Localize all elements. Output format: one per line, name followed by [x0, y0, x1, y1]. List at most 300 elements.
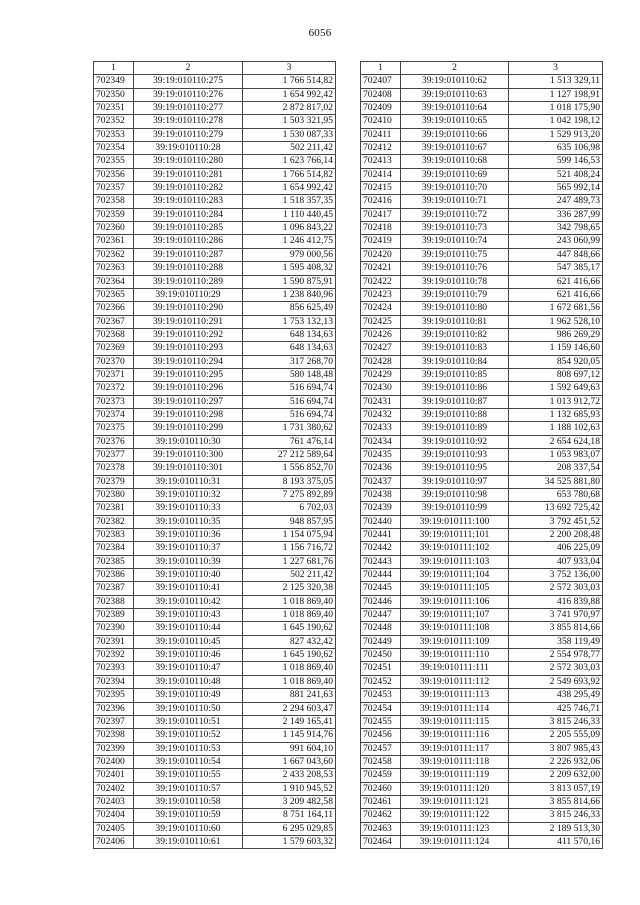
table-row: [94, 115, 336, 128]
cadastral-number-cell: 39:19:010110:70: [401, 182, 509, 195]
value-cell: 1 018 869,40: [243, 609, 336, 622]
row-number-cell: 702392: [94, 649, 134, 662]
value-cell: 516 694,74: [243, 408, 336, 421]
cadastral-number-cell: 39:19:010111:110: [401, 649, 509, 662]
cadastral-number-cell: 39:19:010110:28: [134, 142, 243, 155]
table-row: [361, 782, 603, 795]
cadastral-number-cell: 39:19:010110:98: [401, 489, 509, 502]
value-cell: 808 697,12: [509, 368, 603, 381]
cadastral-number-cell: 39:19:010111:108: [401, 622, 509, 635]
table-row: [94, 702, 336, 715]
cadastral-number-cell: 39:19:010111:111: [401, 662, 509, 675]
row-number-cell: 702377: [94, 448, 134, 461]
value-cell: 2 872 817,02: [243, 102, 336, 115]
row-number-cell: 702349: [94, 75, 134, 88]
value-cell: 648 134,63: [243, 342, 336, 355]
table-row: [361, 128, 603, 141]
value-cell: 243 060,99: [509, 235, 603, 248]
table-row: [94, 88, 336, 101]
table-row: [361, 795, 603, 808]
value-cell: 3 815 246,33: [509, 715, 603, 728]
table-row: [94, 782, 336, 795]
value-cell: 34 525 881,80: [509, 475, 603, 488]
value-cell: 3 741 970,97: [509, 609, 603, 622]
value-cell: 447 848,66: [509, 248, 603, 261]
value-cell: 1 530 087,33: [243, 128, 336, 141]
table-row: [361, 302, 603, 315]
value-cell: 1 110 440,45: [243, 208, 336, 221]
row-number-cell: 702428: [361, 355, 401, 368]
value-cell: 2 572 303,03: [509, 582, 603, 595]
value-cell: 1 595 408,32: [243, 262, 336, 275]
cadastral-number-cell: 39:19:010110:48: [134, 675, 243, 688]
table-row: [361, 702, 603, 715]
table-row: [94, 208, 336, 221]
row-number-cell: 702448: [361, 622, 401, 635]
cadastral-number-cell: 39:19:010110:66: [401, 128, 509, 141]
value-cell: 2 226 932,06: [509, 755, 603, 768]
cadastral-number-cell: 39:19:010110:278: [134, 115, 243, 128]
row-number-cell: 702353: [94, 128, 134, 141]
table-row: [361, 622, 603, 635]
cadastral-number-cell: 39:19:010110:86: [401, 382, 509, 395]
value-cell: 1 654 992,42: [243, 88, 336, 101]
value-cell: 1 654 992,42: [243, 182, 336, 195]
value-cell: 1 018 869,40: [243, 675, 336, 688]
row-number-cell: 702406: [94, 835, 134, 848]
row-number-cell: 702399: [94, 742, 134, 755]
row-number-cell: 702371: [94, 368, 134, 381]
value-cell: 1 513 329,11: [509, 75, 603, 88]
cadastral-number-cell: 39:19:010110:95: [401, 462, 509, 475]
cadastral-number-cell: 39:19:010111:100: [401, 515, 509, 528]
value-cell: 3 807 985,43: [509, 742, 603, 755]
value-cell: 1 579 603,32: [243, 835, 336, 848]
right-table-body: [361, 75, 603, 849]
cadastral-number-cell: 39:19:010111:109: [401, 635, 509, 648]
row-number-cell: 702395: [94, 689, 134, 702]
cadastral-number-cell: 39:19:010111:115: [401, 715, 509, 728]
table-row: [361, 422, 603, 435]
table-row: [361, 649, 603, 662]
table-row: [361, 462, 603, 475]
header-col-3: 3: [509, 62, 603, 75]
row-number-cell: 702447: [361, 609, 401, 622]
row-number-cell: 702438: [361, 489, 401, 502]
cadastral-number-cell: 39:19:010110:301: [134, 462, 243, 475]
left-table: [93, 61, 336, 849]
table-row: [94, 222, 336, 235]
row-number-cell: 702464: [361, 835, 401, 848]
cadastral-number-cell: 39:19:010110:31: [134, 475, 243, 488]
cadastral-number-cell: 39:19:010110:275: [134, 75, 243, 88]
value-cell: 1 623 766,14: [243, 155, 336, 168]
row-number-cell: 702403: [94, 795, 134, 808]
value-cell: 411 570,16: [509, 835, 603, 848]
row-number-cell: 702355: [94, 155, 134, 168]
row-number-cell: 702410: [361, 115, 401, 128]
row-number-cell: 702439: [361, 502, 401, 515]
table-row: [361, 115, 603, 128]
value-cell: 2 209 632,00: [509, 769, 603, 782]
value-cell: 2 189 513,30: [509, 822, 603, 835]
cadastral-number-cell: 39:19:010110:36: [134, 529, 243, 542]
row-number-cell: 702357: [94, 182, 134, 195]
row-number-cell: 702356: [94, 168, 134, 181]
cadastral-number-cell: 39:19:010110:87: [401, 395, 509, 408]
cadastral-number-cell: 39:19:010110:81: [401, 315, 509, 328]
value-cell: 1 132 685,93: [509, 408, 603, 421]
row-number-cell: 702435: [361, 448, 401, 461]
cadastral-number-cell: 39:19:010110:291: [134, 315, 243, 328]
cadastral-number-cell: 39:19:010110:37: [134, 542, 243, 555]
row-number-cell: 702388: [94, 595, 134, 608]
value-cell: 1 246 412,75: [243, 235, 336, 248]
table-row: [94, 715, 336, 728]
cadastral-number-cell: 39:19:010110:79: [401, 288, 509, 301]
value-cell: 317 268,70: [243, 355, 336, 368]
table-row: [361, 222, 603, 235]
table-row: [361, 582, 603, 595]
row-number-cell: 702405: [94, 822, 134, 835]
cadastral-number-cell: 39:19:010110:298: [134, 408, 243, 421]
row-number-cell: 702456: [361, 729, 401, 742]
cadastral-number-cell: 39:19:010111:107: [401, 609, 509, 622]
cadastral-number-cell: 39:19:010110:54: [134, 755, 243, 768]
cadastral-number-cell: 39:19:010110:282: [134, 182, 243, 195]
table-row: [94, 315, 336, 328]
value-cell: 1 590 875,91: [243, 275, 336, 288]
value-cell: 948 857,95: [243, 515, 336, 528]
value-cell: 1 159 146,60: [509, 342, 603, 355]
cadastral-number-cell: 39:19:010110:68: [401, 155, 509, 168]
cadastral-number-cell: 39:19:010110:82: [401, 328, 509, 341]
value-cell: 1 096 843,22: [243, 222, 336, 235]
cadastral-number-cell: 39:19:010110:55: [134, 769, 243, 782]
value-cell: 2 654 624,18: [509, 435, 603, 448]
value-cell: 1 518 357,35: [243, 195, 336, 208]
cadastral-number-cell: 39:19:010110:89: [401, 422, 509, 435]
cadastral-number-cell: 39:19:010110:80: [401, 302, 509, 315]
table-row: [361, 75, 603, 88]
row-number-cell: 702387: [94, 582, 134, 595]
row-number-cell: 702401: [94, 769, 134, 782]
row-number-cell: 702458: [361, 755, 401, 768]
cadastral-number-cell: 39:19:010111:116: [401, 729, 509, 742]
cadastral-number-cell: 39:19:010111:122: [401, 809, 509, 822]
value-cell: 516 694,74: [243, 382, 336, 395]
cadastral-number-cell: 39:19:010111:113: [401, 689, 509, 702]
cadastral-number-cell: 39:19:010110:39: [134, 555, 243, 568]
row-number-cell: 702372: [94, 382, 134, 395]
row-number-cell: 702404: [94, 809, 134, 822]
value-cell: 425 746,71: [509, 702, 603, 715]
table-row: [361, 809, 603, 822]
row-number-cell: 702359: [94, 208, 134, 221]
value-cell: 27 212 589,64: [243, 448, 336, 461]
table-row: [94, 675, 336, 688]
table-row: [94, 609, 336, 622]
cadastral-number-cell: 39:19:010110:295: [134, 368, 243, 381]
row-number-cell: 702397: [94, 715, 134, 728]
cadastral-number-cell: 39:19:010110:44: [134, 622, 243, 635]
value-cell: 621 416,66: [509, 275, 603, 288]
row-number-cell: 702412: [361, 142, 401, 155]
cadastral-number-cell: 39:19:010110:69: [401, 168, 509, 181]
row-number-cell: 702396: [94, 702, 134, 715]
cadastral-number-cell: 39:19:010110:293: [134, 342, 243, 355]
cadastral-number-cell: 39:19:010110:41: [134, 582, 243, 595]
row-number-cell: 702421: [361, 262, 401, 275]
table-row: [94, 288, 336, 301]
table-row: [361, 382, 603, 395]
table-header-row: [361, 62, 603, 75]
row-number-cell: 702422: [361, 275, 401, 288]
row-number-cell: 702430: [361, 382, 401, 395]
row-number-cell: 702362: [94, 248, 134, 261]
table-row: [361, 288, 603, 301]
value-cell: 1 018 869,40: [243, 595, 336, 608]
header-col-2: 2: [401, 62, 509, 75]
table-row: [94, 529, 336, 542]
value-cell: 979 000,56: [243, 248, 336, 261]
value-cell: 1 053 983,07: [509, 448, 603, 461]
value-cell: 336 287,99: [509, 208, 603, 221]
table-row: [361, 689, 603, 702]
table-row: [361, 102, 603, 115]
cadastral-number-cell: 39:19:010111:123: [401, 822, 509, 835]
value-cell: 2 433 208,53: [243, 769, 336, 782]
header-col-2: 2: [134, 62, 243, 75]
table-row: [361, 675, 603, 688]
cadastral-number-cell: 39:19:010110:279: [134, 128, 243, 141]
value-cell: 521 408,24: [509, 168, 603, 181]
table-row: [94, 622, 336, 635]
value-cell: 856 625,49: [243, 302, 336, 315]
table-row: [361, 408, 603, 421]
row-number-cell: 702368: [94, 328, 134, 341]
value-cell: 3 813 057,19: [509, 782, 603, 795]
table-row: [94, 435, 336, 448]
cadastral-number-cell: 39:19:010110:62: [401, 75, 509, 88]
row-number-cell: 702379: [94, 475, 134, 488]
table-row: [361, 715, 603, 728]
row-number-cell: 702452: [361, 675, 401, 688]
table-row: [361, 635, 603, 648]
table-row: [94, 809, 336, 822]
value-cell: 621 416,66: [509, 288, 603, 301]
table-row: [94, 489, 336, 502]
value-cell: 8 751 164,11: [243, 809, 336, 822]
cadastral-number-cell: 39:19:010110:73: [401, 222, 509, 235]
row-number-cell: 702378: [94, 462, 134, 475]
cadastral-number-cell: 39:19:010110:288: [134, 262, 243, 275]
cadastral-number-cell: 39:19:010110:284: [134, 208, 243, 221]
table-header-row: [94, 62, 336, 75]
right-table: [360, 61, 603, 849]
row-number-cell: 702413: [361, 155, 401, 168]
row-number-cell: 702424: [361, 302, 401, 315]
page-number: 6056: [308, 27, 332, 39]
row-number-cell: 702425: [361, 315, 401, 328]
table-row: [361, 502, 603, 515]
cadastral-number-cell: 39:19:010110:61: [134, 835, 243, 848]
value-cell: 1 556 852,70: [243, 462, 336, 475]
header-col-1: 1: [361, 62, 401, 75]
row-number-cell: 702390: [94, 622, 134, 635]
row-number-cell: 702414: [361, 168, 401, 181]
value-cell: 1 018 869,40: [243, 662, 336, 675]
cadastral-number-cell: 39:19:010110:292: [134, 328, 243, 341]
value-cell: 854 920,05: [509, 355, 603, 368]
table-row: [94, 168, 336, 181]
cadastral-number-cell: 39:19:010110:72: [401, 208, 509, 221]
cadastral-number-cell: 39:19:010111:120: [401, 782, 509, 795]
table-row: [94, 555, 336, 568]
table-row: [94, 355, 336, 368]
cadastral-number-cell: 39:19:010110:35: [134, 515, 243, 528]
value-cell: 1 910 945,52: [243, 782, 336, 795]
value-cell: 1 145 914,76: [243, 729, 336, 742]
value-cell: 358 119,49: [509, 635, 603, 648]
row-number-cell: 702459: [361, 769, 401, 782]
value-cell: 1 672 681,56: [509, 302, 603, 315]
table-row: [361, 835, 603, 848]
table-row: [361, 195, 603, 208]
cadastral-number-cell: 39:19:010110:43: [134, 609, 243, 622]
table-row: [361, 569, 603, 582]
cadastral-number-cell: 39:19:010110:49: [134, 689, 243, 702]
value-cell: 3 209 482,58: [243, 795, 336, 808]
table-row: [94, 729, 336, 742]
table-row: [94, 422, 336, 435]
table-row: [361, 182, 603, 195]
row-number-cell: 702375: [94, 422, 134, 435]
row-number-cell: 702446: [361, 595, 401, 608]
row-number-cell: 702363: [94, 262, 134, 275]
cadastral-number-cell: 39:19:010110:97: [401, 475, 509, 488]
value-cell: 7 275 892,89: [243, 489, 336, 502]
row-number-cell: 702383: [94, 529, 134, 542]
table-row: [94, 582, 336, 595]
cadastral-number-cell: 39:19:010111:101: [401, 529, 509, 542]
table-row: [361, 609, 603, 622]
value-cell: 2 554 978,77: [509, 649, 603, 662]
row-number-cell: 702376: [94, 435, 134, 448]
value-cell: 3 855 814,66: [509, 622, 603, 635]
row-number-cell: 702354: [94, 142, 134, 155]
row-number-cell: 702350: [94, 88, 134, 101]
table-row: [94, 102, 336, 115]
row-number-cell: 702436: [361, 462, 401, 475]
table-row: [94, 635, 336, 648]
row-number-cell: 702393: [94, 662, 134, 675]
value-cell: 635 106,98: [509, 142, 603, 155]
cadastral-number-cell: 39:19:010110:283: [134, 195, 243, 208]
cadastral-number-cell: 39:19:010110:42: [134, 595, 243, 608]
value-cell: 1 154 075,94: [243, 529, 336, 542]
row-number-cell: 702417: [361, 208, 401, 221]
table-row: [361, 275, 603, 288]
table-row: [94, 822, 336, 835]
cadastral-number-cell: 39:19:010110:300: [134, 448, 243, 461]
cadastral-number-cell: 39:19:010111:124: [401, 835, 509, 848]
row-number-cell: 702460: [361, 782, 401, 795]
table-row: [94, 475, 336, 488]
row-number-cell: 702391: [94, 635, 134, 648]
cadastral-number-cell: 39:19:010110:289: [134, 275, 243, 288]
row-number-cell: 702441: [361, 529, 401, 542]
cadastral-number-cell: 39:19:010111:118: [401, 755, 509, 768]
row-number-cell: 702449: [361, 635, 401, 648]
table-row: [94, 142, 336, 155]
row-number-cell: 702463: [361, 822, 401, 835]
cadastral-number-cell: 39:19:010110:286: [134, 235, 243, 248]
cadastral-number-cell: 39:19:010110:84: [401, 355, 509, 368]
row-number-cell: 702461: [361, 795, 401, 808]
table-row: [361, 395, 603, 408]
row-number-cell: 702409: [361, 102, 401, 115]
table-row: [361, 155, 603, 168]
cadastral-number-cell: 39:19:010110:83: [401, 342, 509, 355]
cadastral-number-cell: 39:19:010111:102: [401, 542, 509, 555]
table-row: [94, 448, 336, 461]
table-row: [361, 489, 603, 502]
cadastral-number-cell: 39:19:010110:93: [401, 448, 509, 461]
value-cell: 247 489,73: [509, 195, 603, 208]
row-number-cell: 702394: [94, 675, 134, 688]
row-number-cell: 702455: [361, 715, 401, 728]
table-row: [361, 342, 603, 355]
row-number-cell: 702398: [94, 729, 134, 742]
table-row: [94, 649, 336, 662]
row-number-cell: 702445: [361, 582, 401, 595]
row-number-cell: 702365: [94, 288, 134, 301]
value-cell: 2 572 303,03: [509, 662, 603, 675]
value-cell: 406 225,09: [509, 542, 603, 555]
row-number-cell: 702443: [361, 555, 401, 568]
table-row: [94, 542, 336, 555]
cadastral-number-cell: 39:19:010110:53: [134, 742, 243, 755]
row-number-cell: 702389: [94, 609, 134, 622]
cadastral-number-cell: 39:19:010110:277: [134, 102, 243, 115]
cadastral-number-cell: 39:19:010111:117: [401, 742, 509, 755]
cadastral-number-cell: 39:19:010110:45: [134, 635, 243, 648]
value-cell: 1 127 198,91: [509, 88, 603, 101]
row-number-cell: 702423: [361, 288, 401, 301]
value-cell: 648 134,63: [243, 328, 336, 341]
cadastral-number-cell: 39:19:010110:52: [134, 729, 243, 742]
row-number-cell: 702442: [361, 542, 401, 555]
value-cell: 516 694,74: [243, 395, 336, 408]
table-row: [361, 315, 603, 328]
cadastral-number-cell: 39:19:010110:60: [134, 822, 243, 835]
value-cell: 502 211,42: [243, 142, 336, 155]
table-row: [94, 262, 336, 275]
cadastral-number-cell: 39:19:010110:59: [134, 809, 243, 822]
row-number-cell: 702462: [361, 809, 401, 822]
row-number-cell: 702369: [94, 342, 134, 355]
table-row: [94, 128, 336, 141]
table-row: [94, 182, 336, 195]
cadastral-number-cell: 39:19:010110:47: [134, 662, 243, 675]
value-cell: 1 592 649,63: [509, 382, 603, 395]
table-row: [94, 795, 336, 808]
row-number-cell: 702420: [361, 248, 401, 261]
cadastral-number-cell: 39:19:010110:63: [401, 88, 509, 101]
value-cell: 1 667 043,60: [243, 755, 336, 768]
cadastral-number-cell: 39:19:010110:285: [134, 222, 243, 235]
